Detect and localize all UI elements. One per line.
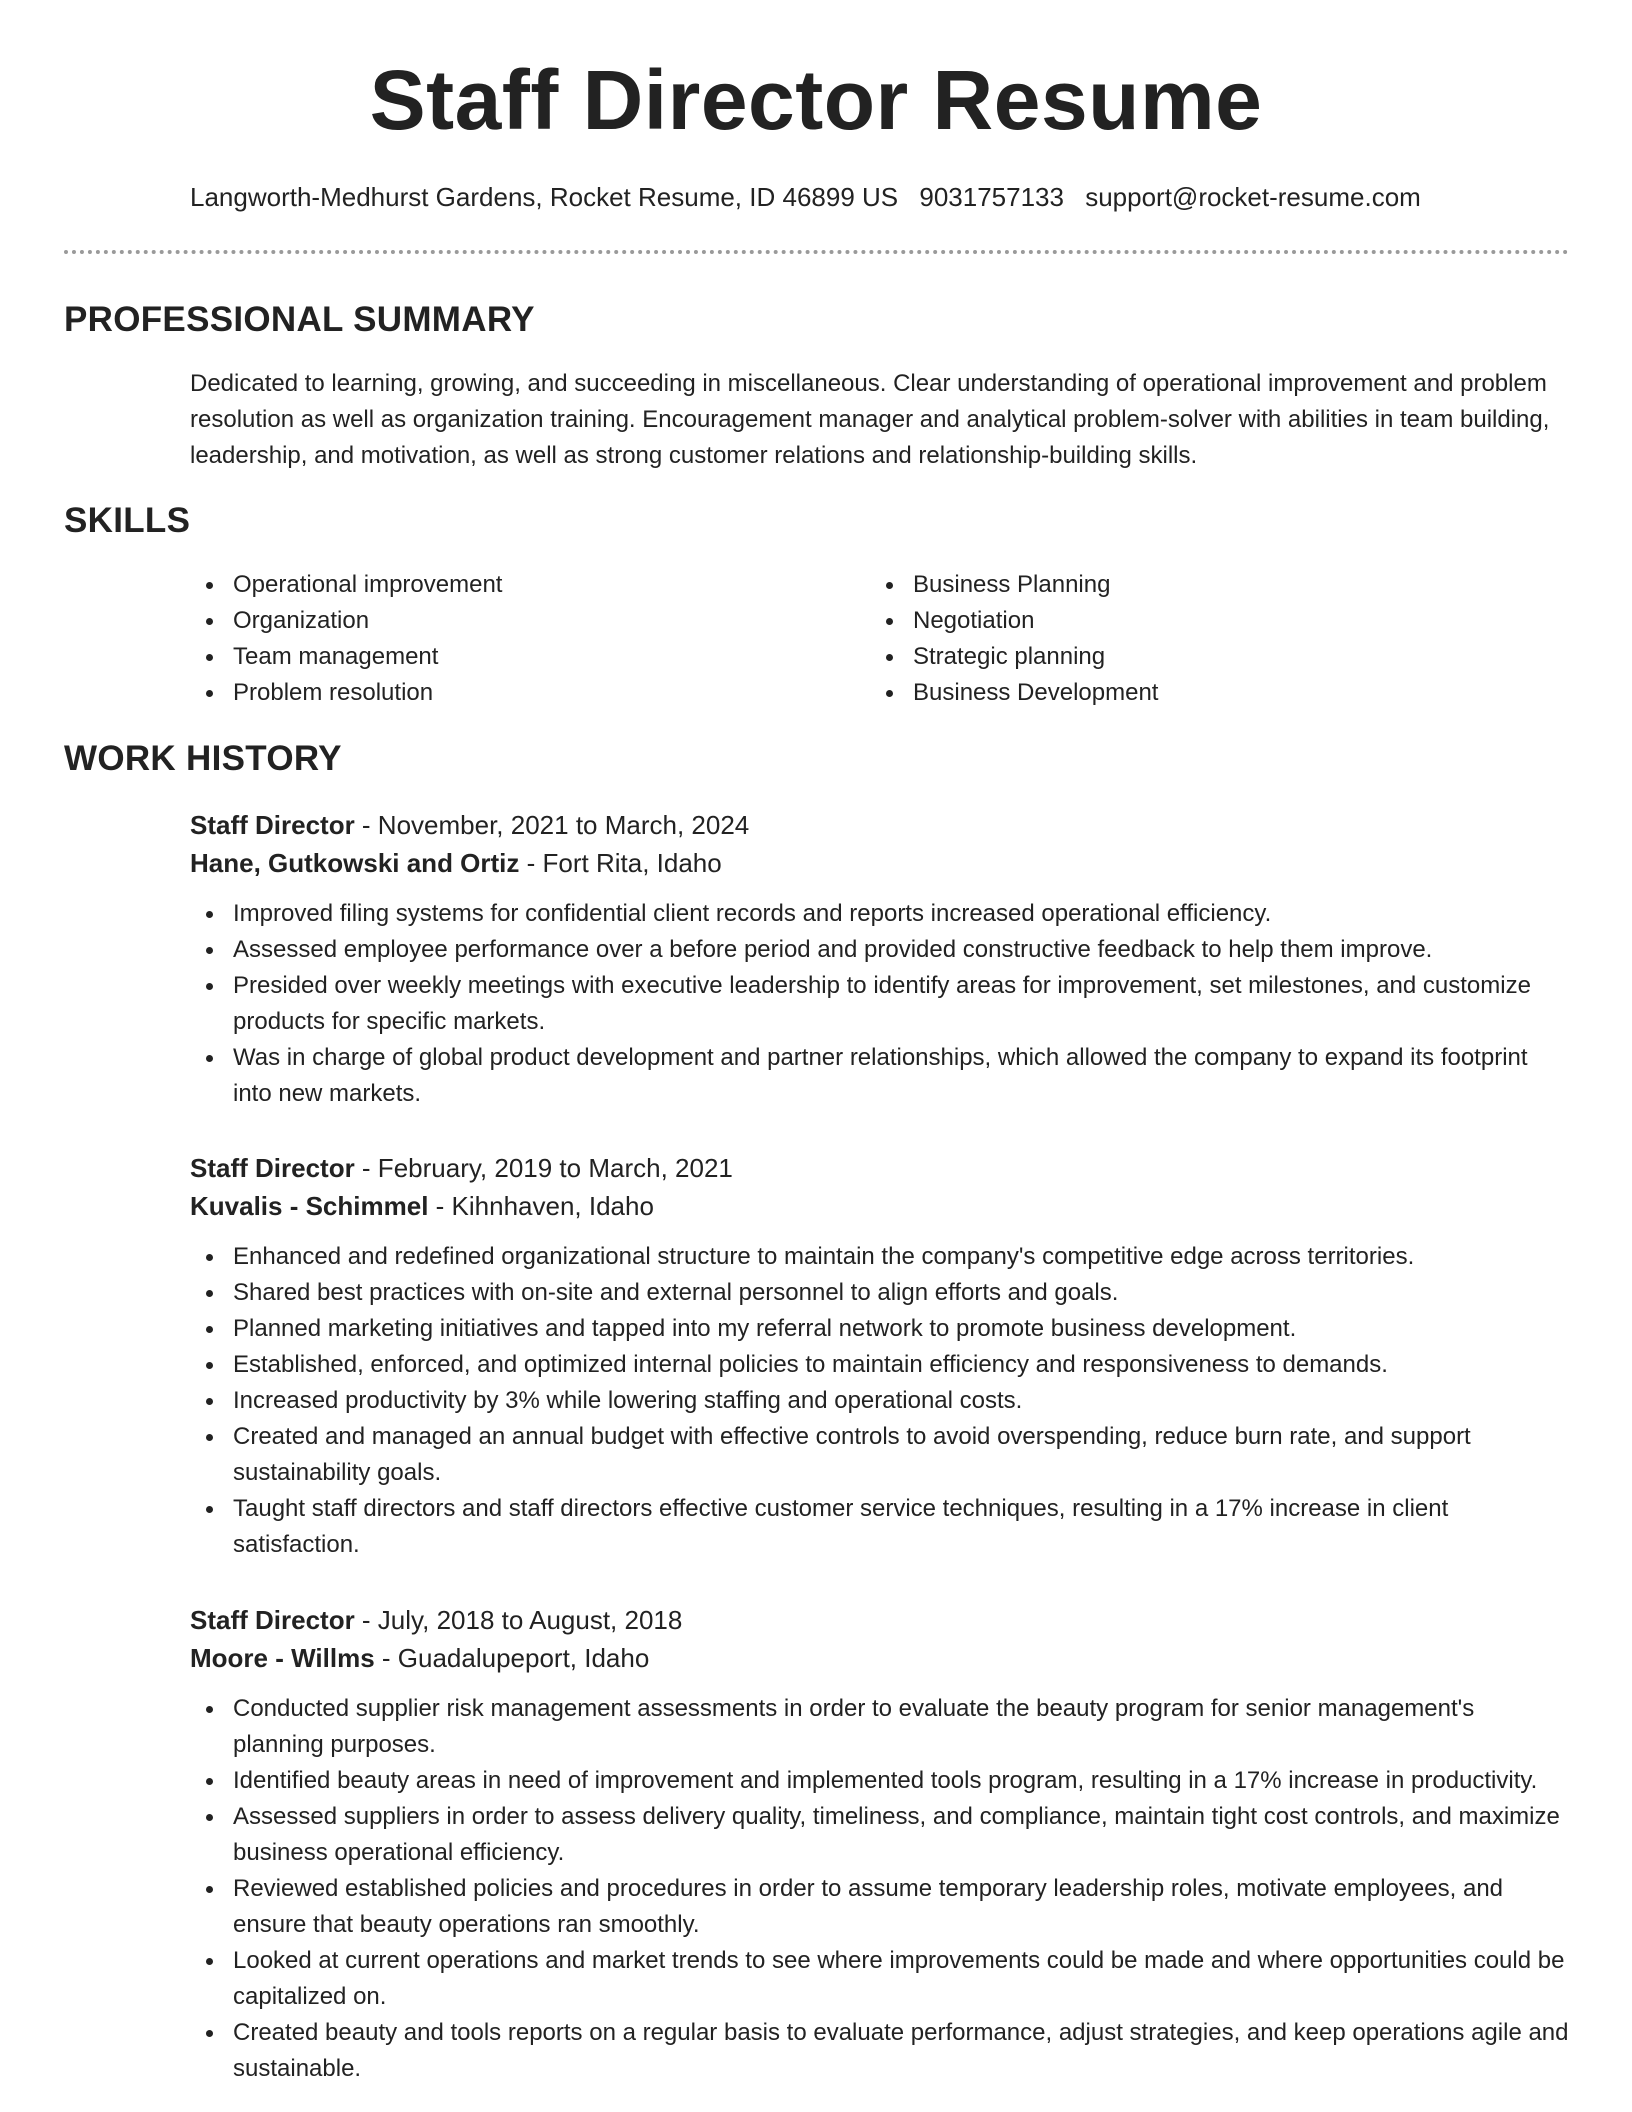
- job-bullets: [190, 1239, 1570, 1563]
- job-entry: [190, 1149, 1570, 1563]
- job-bullet: Planned marketing initiatives and tapped into my referral network to promote business development.: [190, 1311, 1570, 1347]
- job-company-line: [190, 1639, 1570, 1677]
- skill-item: Operational improvement: [190, 567, 830, 603]
- job-bullet: Created beauty and tools reports on a regular basis to evaluate performance, adjust strategies, and keep operations agile and sustainable.: [190, 2015, 1570, 2087]
- work-history-heading: WORK HISTORY: [64, 739, 342, 778]
- job-bullet: Established, enforced, and optimized internal policies to maintain efficiency and responsiveness to demands.: [190, 1347, 1570, 1383]
- job-bullet: Presided over weekly meetings with executive leadership to identify areas for improvement, set milestones, and customize products for specific markets.: [190, 968, 1570, 1040]
- job-role: Staff Director: [190, 810, 355, 840]
- job-bullet: Reviewed established policies and procedures in order to assume temporary leadership roles, motivate employees, and ensure that beauty operations ran smoothly.: [190, 1871, 1570, 1943]
- job-bullet: Looked at current operations and market trends to see where improvements could be made and where opportunities could be capitalized on.: [190, 1943, 1570, 2015]
- job-bullet: Enhanced and redefined organizational structure to maintain the company's competitive edge across territories.: [190, 1239, 1570, 1275]
- job-bullet: Improved filing systems for confidential client records and reports increased operational efficiency.: [190, 896, 1570, 932]
- job-entry: [190, 806, 1570, 1112]
- summary-heading: PROFESSIONAL SUMMARY: [64, 300, 535, 339]
- contact-line: [190, 182, 1435, 213]
- job-company-line: [190, 844, 1570, 882]
- job-bullet: Taught staff directors and staff directors effective customer service techniques, resulting in a 17% increase in client satisfaction.: [190, 1491, 1570, 1563]
- job-bullet: Was in charge of global product development and partner relationships, which allowed the company to expand its footprint into new markets.: [190, 1040, 1570, 1112]
- job-title-line: [190, 806, 1570, 844]
- job-bullet: Shared best practices with on-site and external personnel to align efforts and goals.: [190, 1275, 1570, 1311]
- resume-title: Staff Director Resume: [369, 53, 1263, 147]
- job-company: Hane, Gutkowski and Ortiz: [190, 848, 520, 878]
- phone: 9031757133: [919, 182, 1064, 212]
- email: support@rocket-resume.com: [1085, 182, 1421, 212]
- job-bullet: Conducted supplier risk management assessments in order to evaluate the beauty program for senior management's planning purposes.: [190, 1691, 1570, 1763]
- job-bullets: [190, 1691, 1570, 2087]
- job-location: - Fort Rita, Idaho: [519, 848, 722, 878]
- job-bullet: Increased productivity by 3% while lowering staffing and operational costs.: [190, 1383, 1570, 1419]
- skill-item: Strategic planning: [870, 639, 1510, 675]
- job-title-line: [190, 1601, 1570, 1639]
- skill-item: Organization: [190, 603, 830, 639]
- skill-item: Negotiation: [870, 603, 1510, 639]
- summary-text: Dedicated to learning, growing, and succeeding in miscellaneous. Clear understanding of operational improvement and problem resolution as well as organization training. Encouragement manager and analytical problem-solver with abilities in team building, leadership, and motivation, as well as strong customer relations and relationship-building skills.: [190, 370, 1550, 469]
- skills-column-2: [870, 567, 1510, 711]
- job-company: Kuvalis - Schimmel: [190, 1191, 429, 1221]
- job-bullets: [190, 896, 1570, 1112]
- job-entry: [190, 1601, 1570, 2087]
- job-bullet: Created and managed an annual budget with effective controls to avoid overspending, reduce burn rate, and support sustainability goals.: [190, 1419, 1570, 1491]
- header-divider: [64, 250, 1569, 254]
- job-bullet: Identified beauty areas in need of improvement and implemented tools program, resulting in a 17% increase in productivity.: [190, 1763, 1570, 1799]
- job-dates: - November, 2021 to March, 2024: [354, 810, 750, 840]
- skills-column-1: [190, 567, 830, 711]
- job-title-line: [190, 1149, 1570, 1187]
- job-dates: - July, 2018 to August, 2018: [354, 1605, 683, 1635]
- job-company-line: [190, 1187, 1570, 1225]
- address: Langworth-Medhurst Gardens, Rocket Resume, ID 46899 US: [190, 182, 899, 212]
- skill-item: Business Development: [870, 675, 1510, 711]
- skill-item: Team management: [190, 639, 830, 675]
- skill-item: Problem resolution: [190, 675, 830, 711]
- job-company: Moore - Willms: [190, 1643, 375, 1673]
- job-location: - Guadalupeport, Idaho: [374, 1643, 650, 1673]
- job-bullet: Assessed suppliers in order to assess delivery quality, timeliness, and compliance, maintain tight cost controls, and maximize business operational efficiency.: [190, 1799, 1570, 1871]
- job-location: - Kihnhaven, Idaho: [428, 1191, 654, 1221]
- job-bullet: Assessed employee performance over a before period and provided constructive feedback to help them improve.: [190, 932, 1570, 968]
- job-role: Staff Director: [190, 1153, 355, 1183]
- job-dates: - February, 2019 to March, 2021: [354, 1153, 733, 1183]
- skills-heading: SKILLS: [64, 501, 191, 540]
- job-role: Staff Director: [190, 1605, 355, 1635]
- skill-item: Business Planning: [870, 567, 1510, 603]
